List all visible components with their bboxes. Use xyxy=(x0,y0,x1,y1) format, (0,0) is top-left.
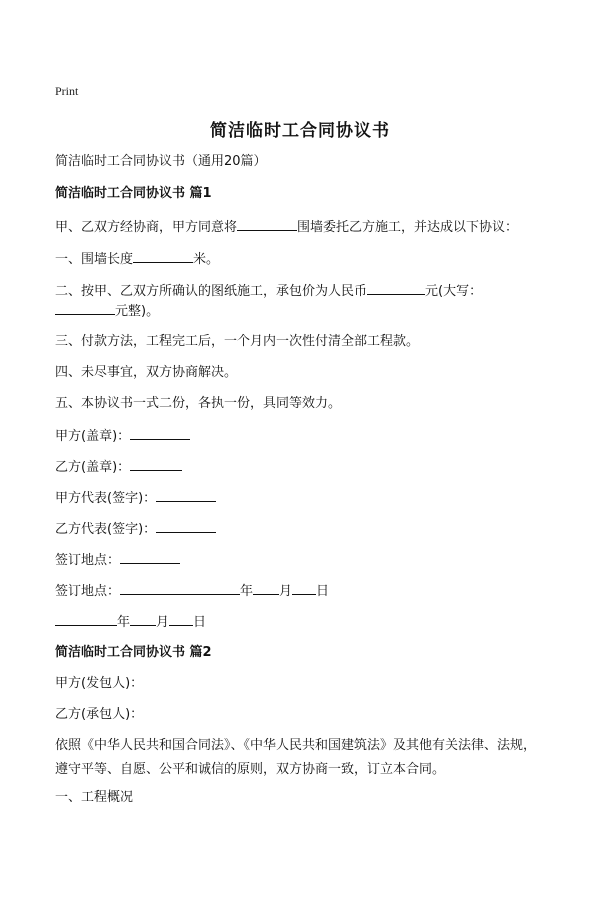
date2-day-label: 日 xyxy=(193,615,207,630)
section2-paragraph: 依照《中华人民共和国合同法》、《中华人民共和国建筑法》及其他有关法律、法规，遵守平等、自愿、公平和诚信的原则，双方协商一致，订立本合同。 xyxy=(55,738,537,777)
party-a-rep-label: 甲方代表(签字)： xyxy=(55,491,157,506)
date2-month-label: 月 xyxy=(156,615,170,630)
date-day-label: 日 xyxy=(316,584,330,599)
section1-line-price xyxy=(55,281,482,301)
section1-line-payment: 三、付款方法，工程完工后，一个月内一次性付清全部工程款。 xyxy=(55,334,420,349)
section1-line-agreement xyxy=(55,217,518,237)
wall-location-blank xyxy=(237,217,297,231)
price-caps-label: 元(大写： xyxy=(425,284,483,299)
section1-line-price-caps xyxy=(55,301,159,321)
section1-line-length xyxy=(55,249,219,269)
section2-party-b: 乙方(承包人)： xyxy=(55,707,144,722)
section1-line-unresolved: 四、未尽事宜，双方协商解决。 xyxy=(55,365,238,380)
party-a-seal-label: 甲方(盖章)： xyxy=(55,429,131,444)
signing-place-date-blank xyxy=(120,581,240,595)
section1-line-copies: 五、本协议书一式二份，各执一份，具同等效力。 xyxy=(55,396,342,411)
date-day-blank xyxy=(292,581,316,595)
date2-month-blank xyxy=(130,612,156,626)
price-blank xyxy=(367,281,425,295)
date-line xyxy=(55,612,206,632)
party-b-rep-label: 乙方代表(签字)： xyxy=(55,522,157,537)
date-year-blank xyxy=(55,612,117,626)
date-month-label: 月 xyxy=(279,584,293,599)
price-label: 二、按甲、乙双方所确认的图纸施工，承包价为人民币 xyxy=(55,284,368,299)
section2-party-a: 甲方(发包人)： xyxy=(55,676,144,691)
document-subtitle: 简洁临时工合同协议书（通用20篇） xyxy=(55,154,267,169)
party-a-seal-blank xyxy=(130,426,190,440)
party-b-rep-line xyxy=(55,519,216,539)
party-b-rep-blank xyxy=(156,519,216,533)
agreement-text-start: 甲、乙双方经协商，甲方同意将 xyxy=(55,220,238,235)
signing-place-date-line xyxy=(55,581,329,601)
signing-place-label: 签订地点： xyxy=(55,553,121,568)
date2-day-blank xyxy=(169,612,193,626)
price-caps-blank xyxy=(55,301,115,315)
date-month-blank xyxy=(253,581,279,595)
date-year-label: 年 xyxy=(240,584,254,599)
signing-place-date-label: 签订地点： xyxy=(55,584,121,599)
price-caps-end: 元整)。 xyxy=(115,304,160,319)
print-label: Print xyxy=(55,84,79,98)
section2-heading: 简洁临时工合同协议书 篇2 xyxy=(55,645,212,660)
party-b-seal-line xyxy=(55,457,182,477)
party-b-seal-blank xyxy=(130,457,182,471)
section1-heading: 简洁临时工合同协议书 篇1 xyxy=(55,186,212,201)
party-a-rep-blank xyxy=(156,488,216,502)
signing-place-blank xyxy=(120,550,180,564)
signing-place-line xyxy=(55,550,180,570)
party-a-seal-line xyxy=(55,426,190,446)
length-unit: 米。 xyxy=(193,252,220,267)
party-a-rep-line xyxy=(55,488,216,508)
date2-year-label: 年 xyxy=(117,615,131,630)
length-label: 一、围墙长度 xyxy=(55,252,134,267)
length-blank xyxy=(133,249,193,263)
page-title: 简洁临时工合同协议书 xyxy=(210,121,390,141)
agreement-text-end: 围墙委托乙方施工，并达成以下协议： xyxy=(297,220,519,235)
section2-item1: 一、工程概况 xyxy=(55,790,134,805)
party-b-seal-label: 乙方(盖章)： xyxy=(55,460,131,475)
